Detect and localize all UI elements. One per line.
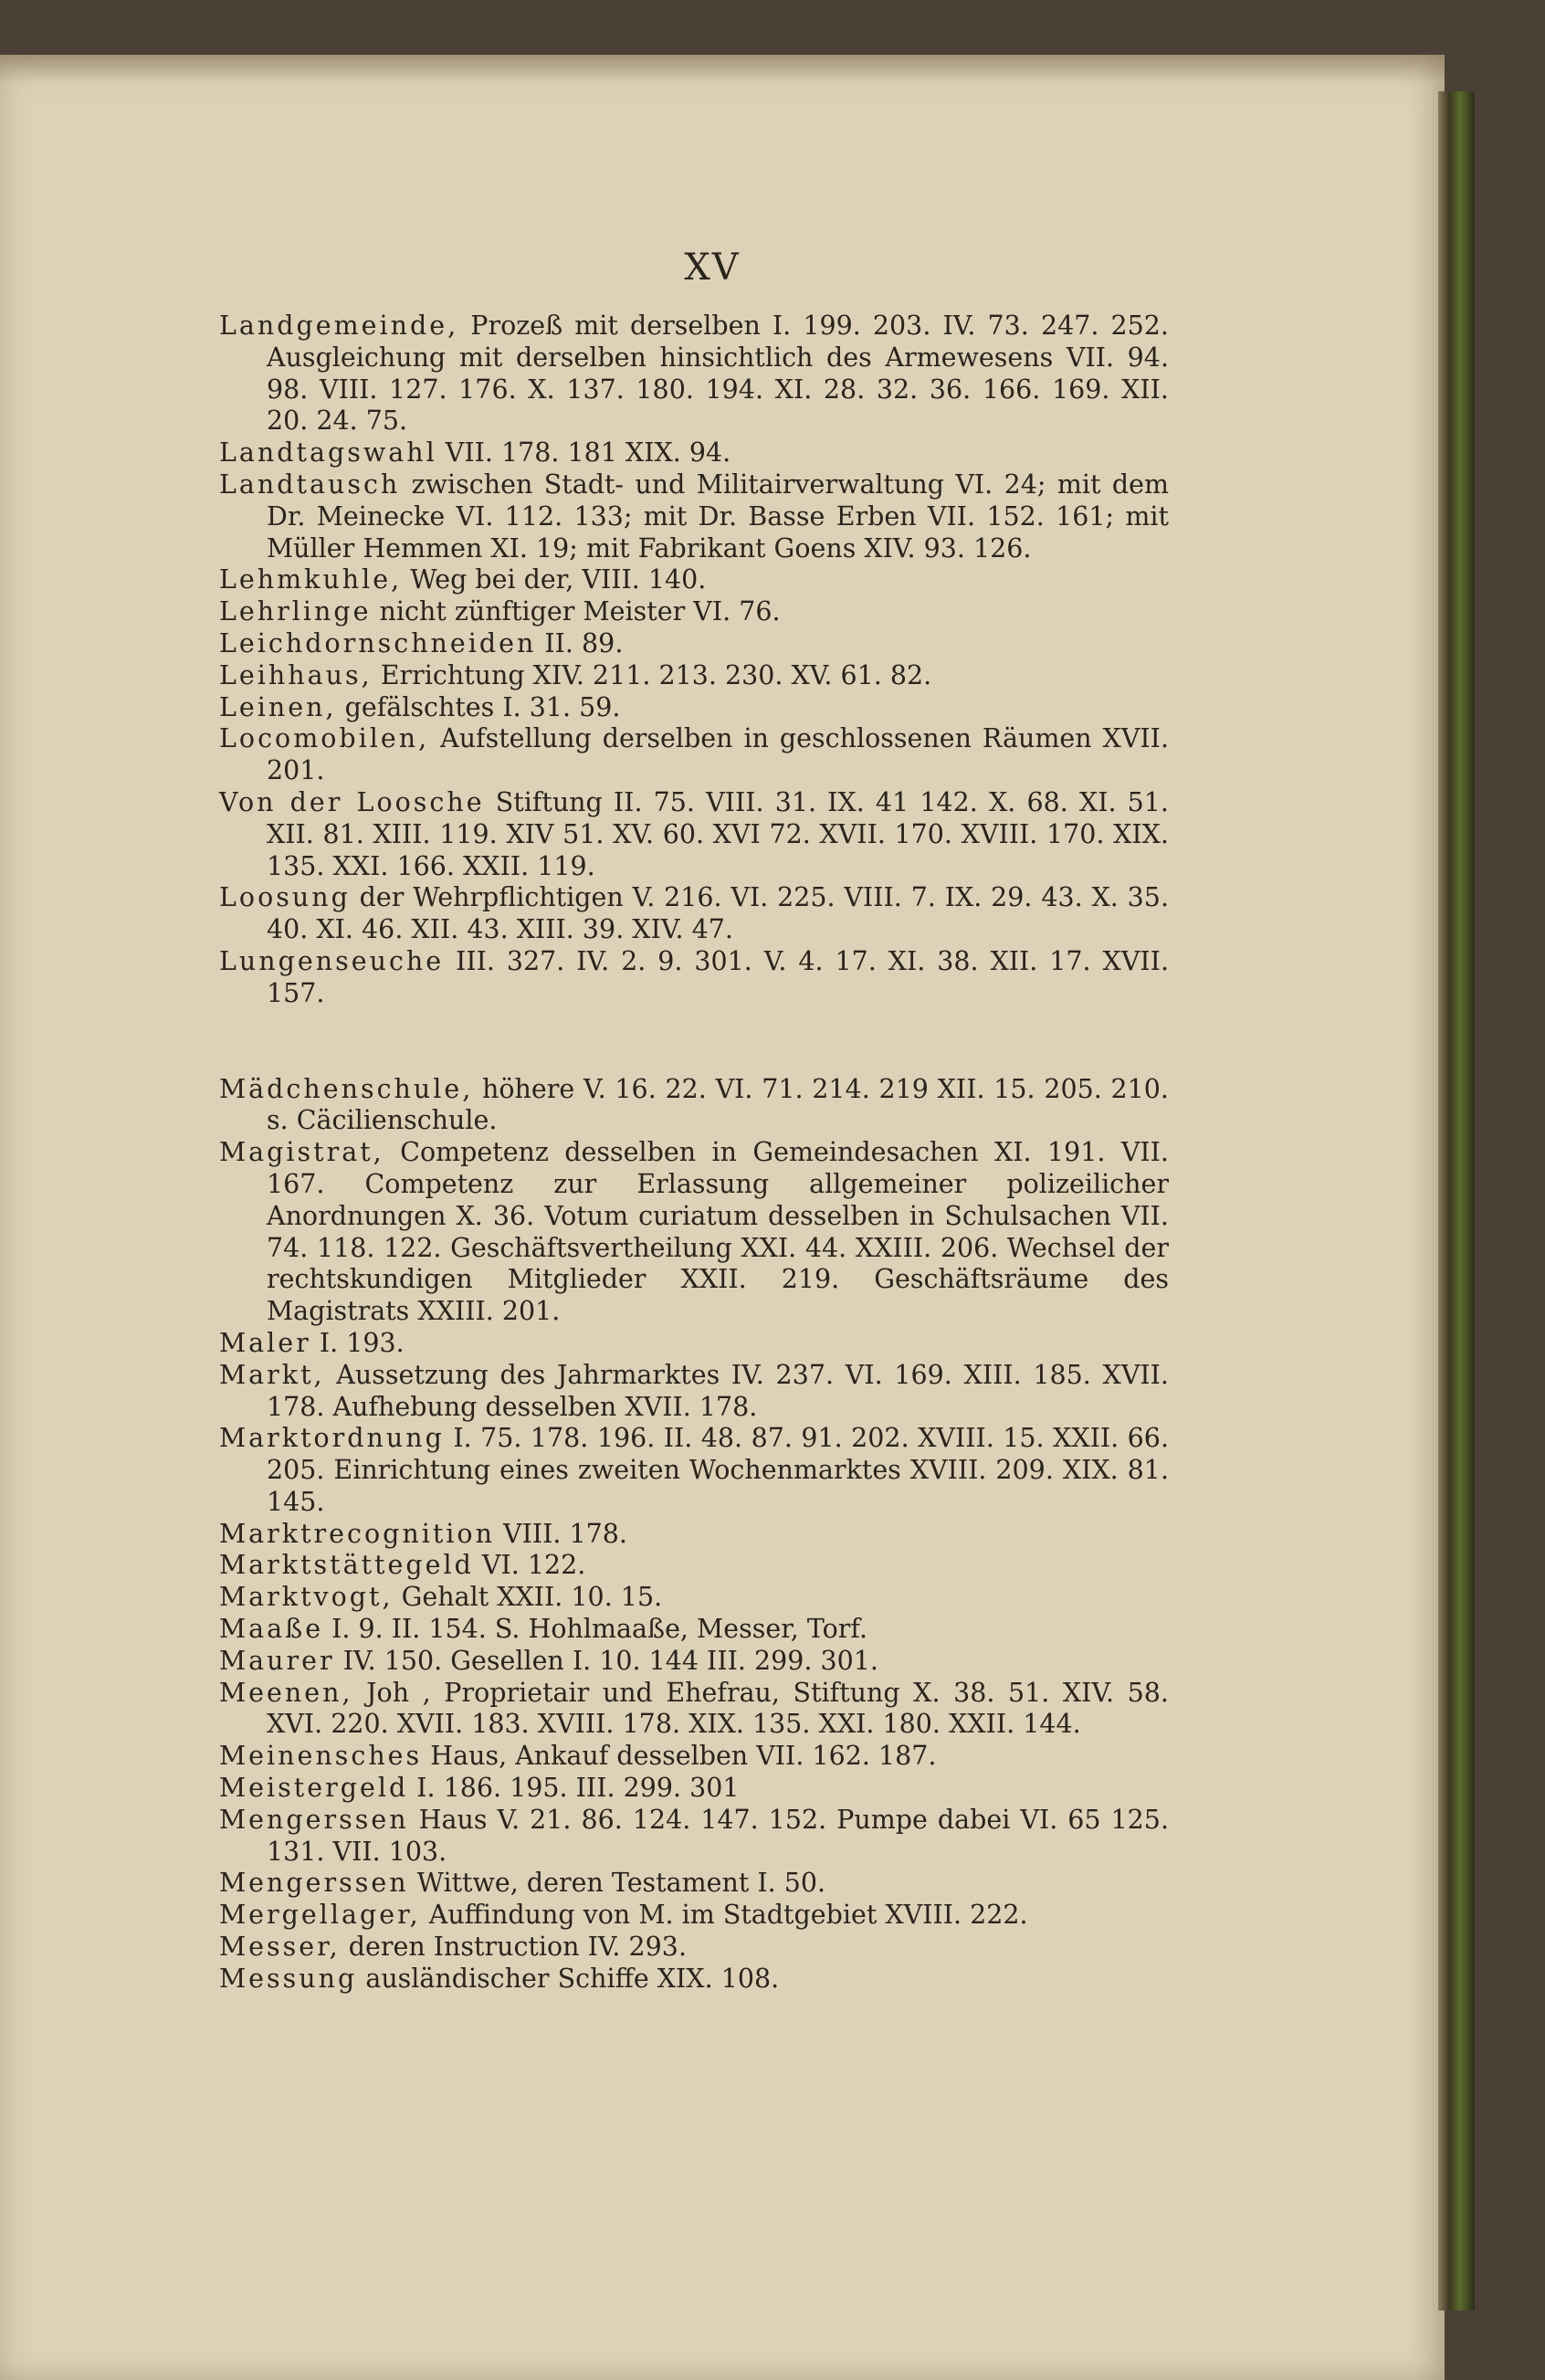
index-references: zwischen Stadt- und Militairverwaltung VI. 24; mit dem Dr. Meinecke VI. 112. 133; mit Dr. Basse Erben VII. 152. 161; mit Müller Hemmen XI. 19; mit Fabrikant Goens XIV. 93. 126. xyxy=(267,469,1169,563)
index-term: Lehrlinge xyxy=(219,596,372,627)
index-references: Gehalt XXII. 10. 15. xyxy=(393,1582,663,1613)
index-references: IV. 150. Gesellen I. 10. 144 III. 299. 301. xyxy=(334,1645,878,1676)
index-term: Maurer xyxy=(219,1645,335,1676)
index-entry xyxy=(219,1646,1169,1678)
index-references: gefälschtes I. 31. 59. xyxy=(336,691,621,722)
index-term: Maler xyxy=(219,1327,311,1358)
index-references: deren Instruction IV. 293. xyxy=(340,1932,687,1963)
index-term: Mädchenschule, xyxy=(219,1073,474,1104)
index-entry xyxy=(219,1678,1169,1742)
index-entry xyxy=(219,1582,1169,1614)
index-entry xyxy=(219,311,1169,437)
index-entry xyxy=(219,1805,1169,1869)
index-references: nicht zünftiger Meister VI. 76. xyxy=(371,596,781,627)
index-references: ausländischer Schiffe XIX. 108. xyxy=(357,1963,780,1994)
index-entry xyxy=(219,723,1169,787)
page-fold-shadow xyxy=(0,55,1445,82)
index-entry xyxy=(219,437,1169,469)
index-entry xyxy=(219,1550,1169,1582)
index-references: I. 193. xyxy=(310,1327,405,1358)
index-entry xyxy=(219,1741,1169,1773)
index-term: Messung xyxy=(219,1963,358,1994)
index-term: Leichdornschneiden xyxy=(219,627,537,658)
index-references: Aussetzung des Jahrmarktes IV. 237. VI. 169. XIII. 185. XVII. 178. Aufhebung desselben XVII. 178. xyxy=(267,1359,1169,1422)
index-entry xyxy=(219,596,1169,628)
index-references: I. 9. II. 154. S. Hohlmaaße, Messer, Torf. xyxy=(323,1614,868,1645)
index-references: VII. 178. 181 XIX. 94. xyxy=(436,437,731,469)
index-entry xyxy=(219,469,1169,564)
index-term: Meistergeld xyxy=(219,1773,409,1804)
index-entry xyxy=(219,1614,1169,1646)
index-references: Weg bei der, VIII. 140. xyxy=(402,564,707,595)
index-term: Landtagswahl xyxy=(219,437,437,469)
index-references: I. 75. 178. 196. II. 48. 87. 91. 202. XVIII. 15. XXII. 66. 205. Einrichtung eines zweiten Wochenmarktes XVIII. 209. XIX. 81. 145. xyxy=(267,1423,1169,1517)
index-term: Marktvogt, xyxy=(219,1582,394,1613)
index-references: Aufstellung derselben in geschlossenen Räumen XVII. 201. xyxy=(267,723,1169,786)
index-entry xyxy=(219,1074,1169,1138)
index-entry xyxy=(219,1360,1169,1424)
index-group-m xyxy=(219,1074,1169,1996)
index-references: der Wehrpflichtigen V. 216. VI. 225. VIII. 7. IX. 29. 43. X. 35. 40. XI. 46. XII. 43. XIII. 39. XIV. 47. xyxy=(267,882,1169,945)
section-gap xyxy=(219,1010,1169,1074)
index-references: Haus V. 21. 86. 124. 147. 152. Pumpe dabei VI. 65 125. 131. VII. 103. xyxy=(267,1804,1169,1867)
index-entry xyxy=(219,882,1169,946)
index-references: Prozeß mit derselben I. 199. 203. IV. 73. 247. 252. Ausgleichung mit derselben hinsichtlich des Armewesens VII. 94. 98. VIII. 127. 176. X. 137. 180. 194. XI. 28. 32. 36. 166. 169. XII. 20. 24. 75. xyxy=(267,311,1169,437)
index-references: Auffindung von M. im Stadtgebiet XVIII. 222. xyxy=(420,1900,1028,1931)
index-column xyxy=(219,311,1169,1996)
index-term: Lehmkuhle, xyxy=(219,564,403,595)
index-term: Marktordnung xyxy=(219,1423,445,1454)
index-entry xyxy=(219,1423,1169,1518)
index-entry xyxy=(219,1868,1169,1900)
index-entry xyxy=(219,1773,1169,1805)
index-references: Stiftung II. 75. VIII. 31. IX. 41 142. X. 68. XI. 51. XII. 81. XIII. 119. XIV 51. XV. 60. XVI 72. XVII. 170. XVIII. 170. XIX. 135. XXI. 166. XXII. 119. xyxy=(267,786,1169,881)
index-entry xyxy=(219,787,1169,882)
index-entry xyxy=(219,1328,1169,1360)
page-number: XV xyxy=(684,247,741,289)
index-entry xyxy=(219,946,1169,1010)
index-references: VIII. 178. xyxy=(494,1518,627,1549)
index-references: VI. 122. xyxy=(473,1550,586,1581)
index-term: Markt, xyxy=(219,1359,325,1390)
index-term: Mergellager, xyxy=(219,1900,421,1931)
index-term: Messer, xyxy=(219,1932,341,1963)
index-term: Meinensches xyxy=(219,1741,423,1772)
index-entry xyxy=(219,1900,1169,1932)
index-references: Competenz desselben in Gemeindesachen XI. 191. VII. 167. Competenz zur Erlassung allgemeiner polizeilicher Anordnungen X. 36. Votum curiatum desselben in Schulsachen VII. 74. 118. 122. Geschäftsvertheilung XXI. 44. XXIII. 206. Wechsel der rechtskundigen Mitglieder XXII. 219. Geschäftsräume des Magistrats XXIII. 201. xyxy=(267,1137,1169,1327)
index-group-l xyxy=(219,311,1169,1010)
index-references: Errichtung XIV. 211. 213. 230. XV. 61. 82. xyxy=(372,659,932,690)
index-references: Haus, Ankauf desselben VII. 162. 187. xyxy=(422,1741,937,1772)
index-term: Von der Loosche xyxy=(219,786,485,817)
index-entry xyxy=(219,660,1169,692)
index-references: I. 186. 195. III. 299. 301 xyxy=(408,1773,740,1804)
index-term: Landgemeinde, xyxy=(219,311,459,341)
index-entry xyxy=(219,1964,1169,1996)
book-spine xyxy=(1438,91,1475,2311)
index-term: Landtausch xyxy=(219,469,401,500)
index-term: Meenen, xyxy=(219,1677,353,1708)
index-references: II. 89. xyxy=(536,627,624,658)
index-term: Magistrat, xyxy=(219,1137,384,1168)
index-entry xyxy=(219,692,1169,724)
index-term: Lungenseuche xyxy=(219,945,445,976)
index-entry xyxy=(219,1137,1169,1328)
index-term: Leihhaus, xyxy=(219,659,373,690)
index-references: Joh , Proprietair und Ehefrau, Stiftung X. 38. 51. XIV. 58. XVI. 220. XVII. 183. XVIII. 178. XIX. 135. XXI. 180. XXII. 144. xyxy=(267,1677,1169,1740)
index-entry xyxy=(219,1519,1169,1551)
index-term: Maaße xyxy=(219,1614,324,1645)
index-term: Mengerssen xyxy=(219,1804,409,1835)
index-term: Loosung xyxy=(219,882,351,913)
index-references: III. 327. IV. 2. 9. 301. V. 4. 17. XI. 38. XII. 17. XVII. 157. xyxy=(267,945,1169,1008)
index-term: Leinen, xyxy=(219,691,337,722)
index-term: Locomobilen, xyxy=(219,723,430,754)
index-term: Marktrecognition xyxy=(219,1518,495,1549)
index-references: Wittwe, deren Testament I. 50. xyxy=(408,1868,826,1899)
index-term: Mengerssen xyxy=(219,1868,409,1899)
index-references: höhere V. 16. 22. VI. 71. 214. 219 XII. 15. 205. 210. s. Cäcilienschule. xyxy=(267,1073,1169,1136)
index-entry xyxy=(219,1932,1169,1964)
index-term: Marktstättegeld xyxy=(219,1550,474,1581)
index-entry xyxy=(219,628,1169,660)
index-entry xyxy=(219,564,1169,596)
